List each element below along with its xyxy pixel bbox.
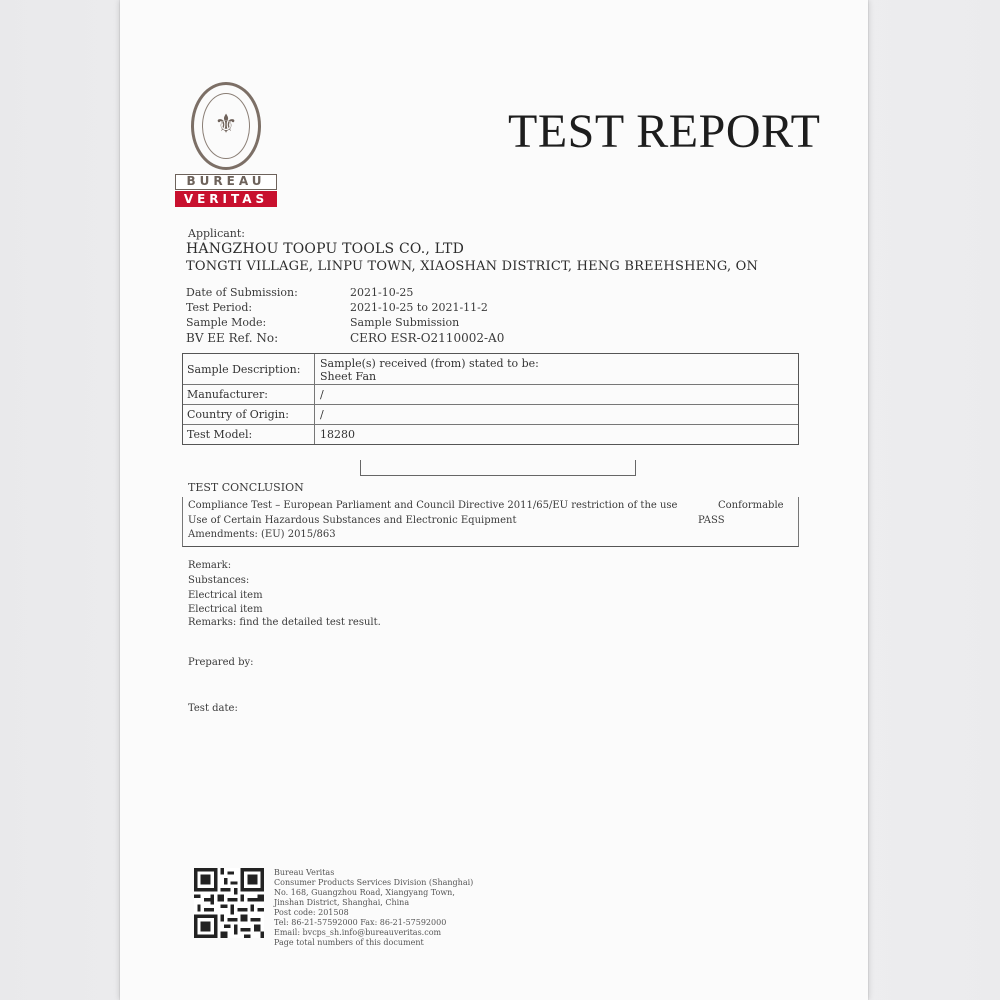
address-line: No. 168, Guangzhou Road, Xiangyang Town, — [274, 888, 455, 897]
detail-label: Date of Submission: — [186, 286, 298, 299]
table-label: Country of Origin: — [187, 408, 289, 421]
table-value-line: Sheet Fan — [320, 370, 377, 383]
detail-value: 2021-10-25 — [350, 286, 414, 299]
table-value — [320, 357, 539, 383]
table-label: Test Model: — [187, 428, 253, 441]
sample-info-table — [182, 353, 799, 445]
seal-icon: ⚜ — [191, 82, 261, 170]
table-value: / — [320, 388, 324, 401]
bureau-veritas-logo — [175, 82, 277, 210]
conclusion-result: Conformable — [718, 500, 784, 511]
qr-code-icon — [194, 867, 264, 939]
table-row — [183, 424, 798, 444]
applicant-name: HANGZHOU TOOPU TOOLS CO., LTD — [186, 241, 465, 257]
report-page — [120, 0, 868, 1000]
table-value-line: Sample(s) received (from) stated to be: — [320, 357, 539, 370]
table-row — [183, 384, 798, 404]
table-value: 18280 — [320, 428, 355, 441]
prepared-by: Prepared by: — [188, 657, 254, 668]
conclusion-result: PASS — [698, 515, 725, 526]
address-line: Bureau Veritas — [274, 868, 335, 877]
conclusion-row: Compliance Test – European Parliament and Council Directive 2011/65/EU restriction of the use — [188, 500, 678, 511]
divider-bracket — [360, 460, 636, 476]
remark-line: Remark: — [188, 560, 232, 571]
detail-value: CERO ESR-O2110002-A0 — [350, 331, 505, 345]
address-line: Email: bvcps_sh.info@bureauveritas.com — [274, 928, 442, 937]
remark-line: Electrical item — [188, 590, 263, 601]
address-line: Tel: 86-21-57592000 Fax: 86-21-57592000 — [274, 918, 447, 927]
table-row — [183, 404, 798, 424]
logo-bottom-text: VERITAS — [175, 191, 277, 207]
logo-top-text: BUREAU — [175, 174, 277, 190]
table-value: / — [320, 408, 324, 421]
conclusion-heading: TEST CONCLUSION — [188, 481, 304, 494]
conclusion-row: Use of Certain Hazardous Substances and Electronic Equipment — [188, 515, 517, 526]
test-date: Test date: — [188, 703, 238, 714]
detail-value: 2021-10-25 to 2021-11-2 — [350, 301, 488, 314]
detail-label: Test Period: — [186, 301, 253, 314]
applicant-label: Applicant: — [188, 227, 245, 240]
conclusion-row: Amendments: (EU) 2015/863 — [188, 529, 336, 540]
report-title: TEST REPORT — [508, 105, 821, 158]
table-label: Sample Description: — [187, 363, 301, 376]
detail-value: Sample Submission — [350, 316, 460, 329]
table-label: Manufacturer: — [187, 388, 269, 401]
address-line: Post code: 201508 — [274, 908, 349, 917]
remark-line: Electrical item — [188, 604, 263, 615]
address-line: Page total numbers of this document — [274, 938, 424, 947]
address-line: Consumer Products Services Division (Shanghai) — [274, 878, 474, 887]
applicant-address: TONGTI VILLAGE, LINPU TOWN, XIAOSHAN DISTRICT, HENG BREEHSHENG, ON — [186, 259, 759, 274]
remark-line: Remarks: find the detailed test result. — [188, 617, 381, 628]
remark-line: Substances: — [188, 575, 250, 586]
detail-label: BV EE Ref. No: — [186, 331, 279, 345]
footer-address — [274, 868, 473, 948]
address-line: Jinshan District, Shanghai, China — [274, 898, 410, 907]
detail-label: Sample Mode: — [186, 316, 267, 329]
table-row — [183, 354, 798, 384]
